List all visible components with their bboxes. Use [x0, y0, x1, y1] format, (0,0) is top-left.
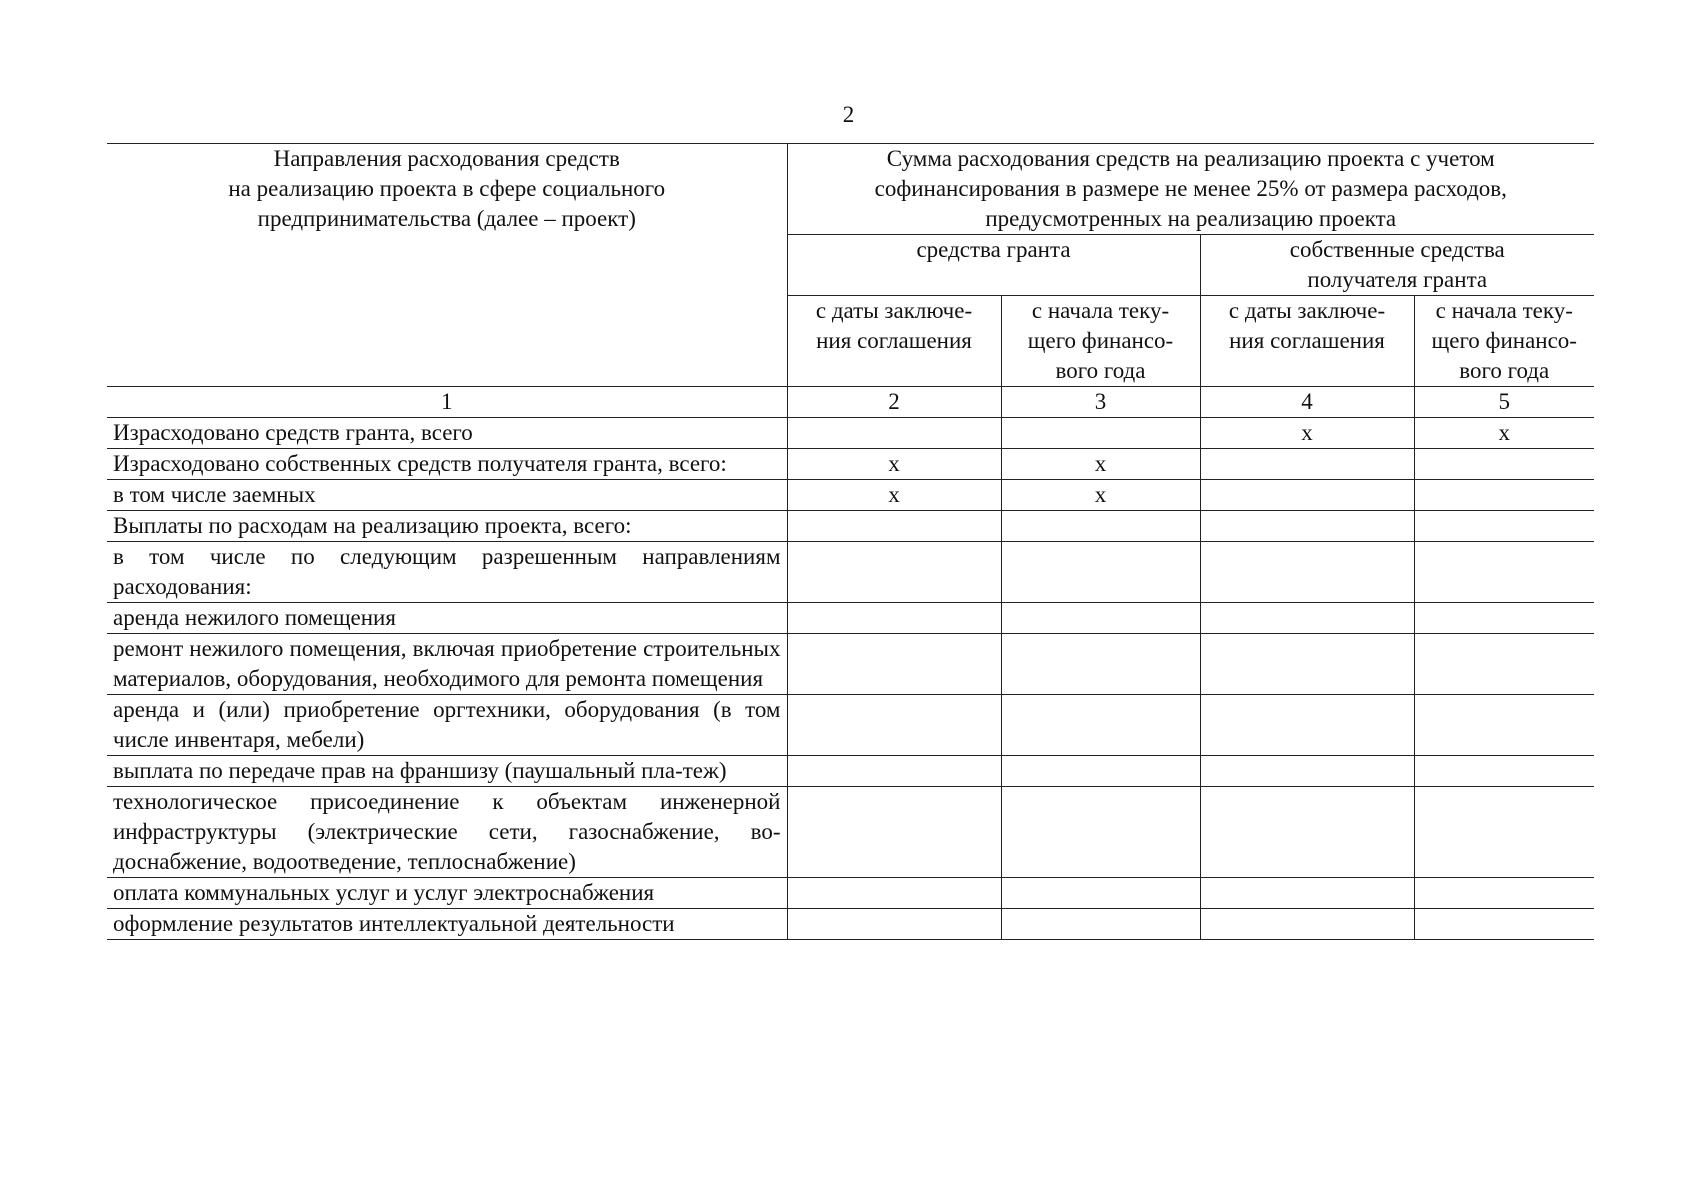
header-line: Направления расходования средств — [273, 146, 620, 171]
header-line: вого года — [1055, 358, 1146, 383]
table-cell — [787, 542, 1001, 603]
table-row — [107, 480, 1594, 511]
table-cell — [1200, 634, 1414, 695]
row-label: технологическое присоединение к объектам инженерной инфраструктуры (электрические сети, газоснабжение, во-доснабжение, водоотведение, теплоснабжение) — [107, 787, 787, 878]
table-cell — [1001, 787, 1200, 878]
table-cell — [1414, 878, 1594, 909]
column-number: 5 — [1414, 387, 1594, 418]
row-label: в том числе по следующим разрешенным направлениям расходования: — [107, 542, 787, 603]
table-cell — [1414, 634, 1594, 695]
table-row — [107, 418, 1594, 449]
table-cell — [787, 634, 1001, 695]
header-line: с даты заключе- — [815, 298, 973, 323]
header-line: вого года — [1459, 358, 1550, 383]
table-cell: х — [1414, 418, 1594, 449]
header-line: ния соглашения — [1229, 328, 1385, 353]
header-expenditure-directions — [107, 144, 787, 387]
table-cell — [1414, 909, 1594, 940]
table-cell — [1001, 878, 1200, 909]
table-cell: х — [787, 449, 1001, 480]
table-cell — [1200, 695, 1414, 756]
row-label: аренда нежилого помещения — [107, 603, 787, 634]
row-label: оформление результатов интеллектуальной деятельности — [107, 909, 787, 940]
header-line: собственные средства — [1289, 237, 1505, 262]
column-number: 2 — [787, 387, 1001, 418]
table-cell — [787, 909, 1001, 940]
header-sum — [787, 144, 1594, 235]
page-number: 2 — [842, 102, 855, 127]
table-cell — [1414, 756, 1594, 787]
table-cell — [1200, 511, 1414, 542]
table-row — [107, 603, 1594, 634]
header-own-since-agreement — [1200, 296, 1414, 387]
header-line: с начала теку- — [1435, 298, 1573, 323]
table-row — [107, 787, 1594, 878]
table-cell — [1001, 909, 1200, 940]
table-row — [107, 634, 1594, 695]
table-cell — [1414, 480, 1594, 511]
table-cell — [1414, 542, 1594, 603]
table-cell — [1001, 634, 1200, 695]
table-cell — [1001, 511, 1200, 542]
table-cell: х — [787, 480, 1001, 511]
header-line: с даты заключе- — [1228, 298, 1386, 323]
table-cell — [1200, 480, 1414, 511]
table-row — [107, 542, 1594, 603]
table-cell — [1001, 756, 1200, 787]
table-cell — [1200, 909, 1414, 940]
table-cell — [787, 756, 1001, 787]
table-cell — [1200, 542, 1414, 603]
table-cell — [1414, 695, 1594, 756]
header-line: софинансирования в размере не менее 25% от размера расходов, — [874, 176, 1507, 201]
table-cell: х — [1001, 449, 1200, 480]
table-cell — [1200, 603, 1414, 634]
table-cell — [1414, 603, 1594, 634]
header-line: на реализацию проекта в сфере социального — [228, 176, 666, 201]
table-cell — [787, 418, 1001, 449]
table-row — [107, 449, 1594, 480]
header-line: с начала теку- — [1031, 298, 1170, 323]
header-line: щего финансо- — [1027, 328, 1174, 353]
header-line: ния соглашения — [816, 328, 972, 353]
row-label: Выплаты по расходам на реализацию проекта, всего: — [107, 511, 787, 542]
header-line: получателя гранта — [1307, 267, 1488, 292]
header-line: Сумма расходования средств на реализацию проекта с учетом — [886, 146, 1495, 171]
column-number: 1 — [107, 387, 787, 418]
table-cell — [1200, 878, 1414, 909]
row-label: оплата коммунальных услуг и услуг электроснабжения — [107, 878, 787, 909]
table-cell — [1414, 449, 1594, 480]
row-label: ремонт нежилого помещения, включая приобретение строительных материалов, оборудования, необходимого для ремонта помещения — [107, 634, 787, 695]
table-cell — [1200, 756, 1414, 787]
table-cell — [787, 695, 1001, 756]
table-row — [107, 511, 1594, 542]
table-row — [107, 909, 1594, 940]
row-label: в том числе заемных — [107, 480, 787, 511]
table-cell — [1414, 511, 1594, 542]
row-label: выплата по передаче прав на франшизу (паушальный пла-теж) — [107, 756, 787, 787]
column-numbers-row — [107, 387, 1594, 418]
header-grant-since-agreement — [787, 296, 1001, 387]
header-own-since-year-start — [1414, 296, 1594, 387]
table-cell — [1200, 787, 1414, 878]
table-row — [107, 878, 1594, 909]
header-line: предусмотренных на реализацию проекта — [985, 206, 1397, 231]
table-cell — [787, 603, 1001, 634]
table-cell — [1200, 449, 1414, 480]
table-cell — [1001, 695, 1200, 756]
table-cell — [1001, 542, 1200, 603]
table-cell — [1001, 418, 1200, 449]
table-row — [107, 756, 1594, 787]
header-line: щего финансо- — [1431, 328, 1577, 353]
header-own-funds — [1200, 235, 1594, 296]
header-line: средства гранта — [916, 237, 1071, 262]
row-label: Израсходовано собственных средств получателя гранта, всего: — [107, 449, 787, 480]
table-cell: х — [1200, 418, 1414, 449]
header-line: предпринимательства (далее – проект) — [257, 206, 636, 231]
column-number: 3 — [1001, 387, 1200, 418]
table-cell: х — [1001, 480, 1200, 511]
table-cell — [1001, 603, 1200, 634]
column-number: 4 — [1200, 387, 1414, 418]
row-label: аренда и (или) приобретение оргтехники, оборудования (в том числе инвентаря, мебели) — [107, 695, 787, 756]
header-grant-since-year-start — [1001, 296, 1200, 387]
table-cell — [1414, 787, 1594, 878]
table-row — [107, 695, 1594, 756]
table-cell — [787, 511, 1001, 542]
table-cell — [787, 878, 1001, 909]
expenditure-table — [107, 143, 1594, 940]
row-label: Израсходовано средств гранта, всего — [107, 418, 787, 449]
table-cell — [787, 787, 1001, 878]
header-grant-funds — [787, 235, 1200, 296]
